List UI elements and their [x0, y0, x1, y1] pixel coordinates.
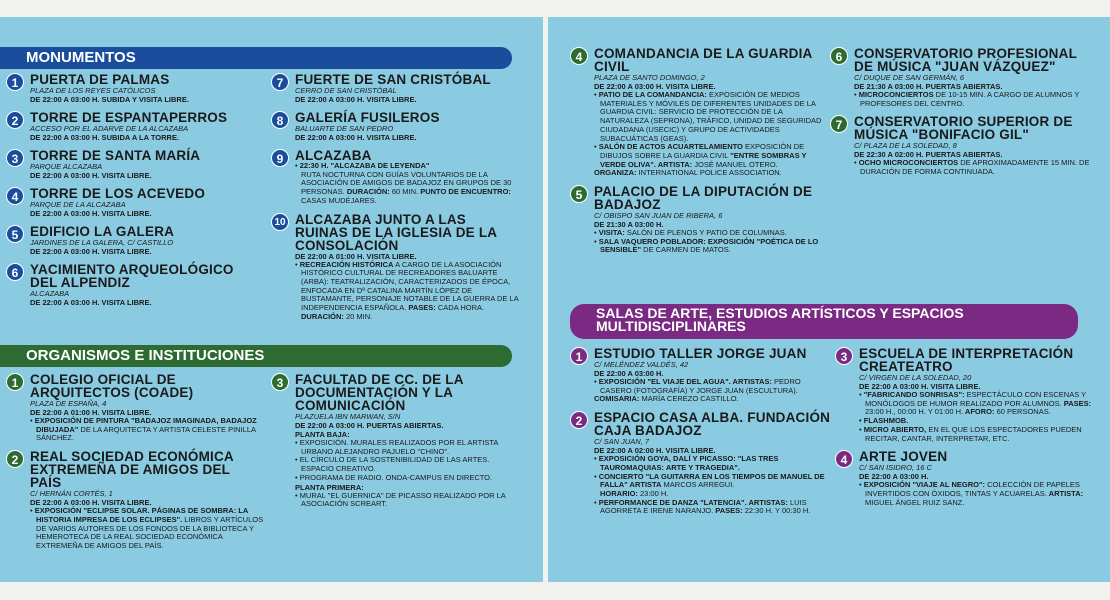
organismos-col-1 — [6, 373, 264, 558]
detail-text: MARCOS ARREGUI. — [661, 480, 735, 490]
number-badge: 7 — [271, 73, 289, 91]
detail-label: SALÓN DE ACTOS ACUARTELAMIENTO — [598, 142, 743, 152]
detail-text: PROGRAMA DE RADIO. ONDA-CAMPUS EN DIRECTO. — [299, 472, 493, 482]
item-hours: DE 22:00 A 01:00 H. VISITA LIBRE. — [30, 408, 152, 417]
item-title: GALERÍA FUSILEROS — [295, 110, 440, 125]
detail-text: 60 MIN. — [389, 187, 421, 197]
floor-label: PLANTA PRIMERA: — [295, 482, 364, 492]
detail-text: EXPOSICIÓN DE MEDIOS MATERIALES Y MÓVILES DE DIFERENTES UNIDADES DE LA GUARDIA CIVIL: SERVICIO DE PROTECCIÓN DE LA NATURALEZA (SEPRONA), TRÁFICO, UNIDAD DE SEGURIDAD CIUDADANA (USECIC) Y GRUPO DE ACTIVIDADES SUBACUÁTICAS (GEAS). — [600, 90, 822, 143]
list-item — [830, 115, 1090, 176]
detail-label: PASES: — [408, 303, 436, 313]
item-title: TORRE DE ESPANTAPERROS — [30, 110, 228, 125]
list-item — [570, 47, 828, 178]
item-hours: DE 22:00 A 03:00 H. PUERTAS ABIERTAS. — [295, 421, 444, 430]
number-badge: 4 — [6, 187, 24, 205]
item-detail: • EL CÍRCULO DE LA SOSTENIBILIDAD DE LAS ARTES. ESPACIO CREATIVO. — [295, 455, 490, 474]
item-title: EDIFICIO LA GALERA — [30, 224, 175, 239]
item-address: C/ SAN ISIDRO, 16 C — [859, 463, 932, 473]
detail-text: EXPOSICIÓN. MURALES REALIZADOS POR EL ARTISTA URBANO ALEJANDRO PAJUELO "CHINO". — [299, 438, 498, 456]
item-hours: DE 22:00 A 03:00 H. — [594, 369, 664, 378]
item-title: ESTUDIO TALLER JORGE JUAN — [594, 346, 807, 361]
detail-text: 23:00 H., 00:00 H. Y 01:00 H. — [865, 407, 964, 417]
item-hours: DE 21:30 A 03:00 H. — [594, 220, 664, 230]
detail-text: SALÓN DE PLENOS Y PATIO DE COLUMNAS. — [624, 228, 787, 238]
item-detail: • "FABRICANDO SONRISAS": ESPECTÁCULO CON ESCENAS Y MONÓLOGOS DE HUMOR REALIZADO POR ALUMNOS. PASES: 23:00 H., 00:00 H. Y 01:00 H. AFORO: 60 PERSONAS. — [859, 390, 1092, 417]
item-hours: DE 22:00 A 01:00 H. VISITA LIBRE. — [295, 251, 417, 261]
list-item — [6, 73, 264, 104]
list-item — [6, 187, 264, 218]
detail-label: ORGANIZA: — [594, 168, 637, 178]
item-detail: • EXPOSICIÓN "VIAJE AL NEGRO": COLECCIÓN DE PAPELES INVERTIDOS CON ÓXIDOS, TINTAS Y ACUARELAS. ARTISTA: MIGUEL ÁNGEL RUIZ SANZ. — [859, 480, 1084, 507]
right-page — [548, 17, 1110, 582]
item-title: CONSERVATORIO PROFESIONAL DE MÚSICA "JUAN VÁZQUEZ" — [854, 46, 1077, 74]
organismos-banner: ORGANISMOS E INSTITUCIONES — [0, 345, 512, 367]
item-address: C/ MELÉNDEZ VALDÉS, 42 — [594, 360, 689, 369]
detail-text: 20 MIN. — [343, 311, 373, 321]
item-address: C/ PLAZA DE LA SOLEDAD, 8 — [854, 141, 957, 151]
detail-label: OCHO MICROCONCIERTOS — [858, 158, 959, 168]
detail-label: EXPOSICIÓN "VIAJE AL NEGRO": — [863, 480, 986, 490]
item-address: PARQUE ALCAZABA — [30, 162, 103, 171]
item-detail — [594, 395, 832, 404]
item-detail: • 22:30 H. "ALCAZABA DE LEYENDA" RUTA NOCTURNA CON GUÍAS VOLUNTARIOS DE LA ASOCIACIÓN DE AMIGOS DE BADAJOZ EN GRUPOS DE 30 PERSONAS. DURACIÓN: 60 MIN. PUNTO DE ENCUENTRO: CASAS MUDÉJARES. — [295, 161, 512, 205]
detail-text: COLECCIÓN DE PAPELES INVERTIDOS CON ÓXIDOS, TINTAS Y ACUARELAS. — [865, 480, 1080, 498]
item-address: ALCAZABA — [30, 289, 70, 298]
item-detail: • VISITA: SALÓN DE PLENOS Y PATIO DE COLUMNAS. — [594, 228, 787, 238]
detail-text: 23:00 H. — [637, 488, 669, 498]
list-item — [271, 213, 519, 322]
number-badge: 4 — [835, 450, 853, 468]
item-hours: DE 22:00 A 03:00 H. VISITA LIBRE. — [594, 82, 716, 91]
number-badge: 5 — [570, 185, 588, 203]
list-item — [271, 111, 519, 142]
item-hours: DE 22:00 A 03:00 H. VISITA LIBRE. — [295, 133, 417, 142]
number-badge: 7 — [830, 115, 848, 133]
detail-label: EXPOSICIÓN GOYA, DALÍ Y PICASSO: "LAS TRES TAUROMAQUIAS: ARTE Y TRAGEDIA". — [598, 454, 779, 472]
item-hours: DE 22:00 A 03:00 H. — [859, 472, 929, 482]
detail-label: MICROCONCIERTOS — [858, 90, 934, 99]
salas-col-2 — [835, 347, 1097, 514]
item-detail: • EXPOSICIÓN. MURALES REALIZADOS POR EL ARTISTA URBANO ALEJANDRO PAJUELO "CHINO". — [295, 438, 498, 456]
item-hours: DE 22:00 A 03:00 H. VISITA LIBRE. — [30, 209, 152, 218]
detail-text: EN EL QUE LOS ESPECTADORES PUEDEN RECITAR, CANTAR, INTERPRETAR, ETC. — [865, 424, 1082, 443]
item-detail: • MICRO ABIERTO, EN EL QUE LOS ESPECTADORES PUEDEN RECITAR, CANTAR, INTERPRETAR, ETC. — [859, 424, 1082, 443]
number-badge: 6 — [6, 263, 24, 281]
detail-text: CADA HORA. — [435, 303, 485, 313]
item-detail — [594, 169, 828, 178]
detail-label: PATIO DE LA COMANDANCIA: — [598, 90, 707, 99]
detail-text: DE CARMEN DE MATOS. — [641, 245, 731, 255]
item-title: ALCAZABA JUNTO A LAS RUINAS DE LA IGLESIA DE LA CONSOLACIÓN — [295, 211, 497, 253]
item-title: COLEGIO OFICIAL DE ARQUITECTOS (COADE) — [30, 372, 194, 400]
detail-label: AFORO: — [963, 407, 995, 417]
list-item — [271, 373, 519, 509]
detail-text: DE LA ARQUITECTA Y ARTISTA CELESTE PINILLA SÁNCHEZ. — [36, 424, 256, 443]
salas-banner: SALAS DE ARTE, ESTUDIOS ARTÍSTICOS Y ESPACIOS MULTIDISCIPLINARES — [570, 304, 1078, 339]
item-detail: • EXPOSICIÓN GOYA, DALÍ Y PICASSO: "LAS TRES TAUROMAQUIAS: ARTE Y TRAGEDIA". — [594, 454, 779, 472]
detail-label: VISITA: — [598, 228, 625, 238]
detail-label: COMISARIA: — [594, 394, 640, 404]
item-address: BALUARTE DE SAN PEDRO — [295, 124, 394, 133]
detail-text: INTERNATIONAL POLICE ASSOCIATION. — [636, 168, 782, 178]
item-hours: DE 22:00 A 02:00 H. VISITA LIBRE. — [594, 446, 716, 456]
number-badge: 3 — [835, 347, 853, 365]
item-detail: • EXPOSICIÓN "EL VIAJE DEL AGUA". ARTISTAS: PEDRO CASERO (FOTOGRAFÍA) Y JORGE JUAN (ESCULTURA). — [594, 377, 801, 395]
detail-label: EXPOSICIÓN DE PINTURA "BADAJOZ IMAGINADA, BADAJOZ DIBUJADA" — [34, 416, 257, 434]
item-address: ACCESO POR EL ADARVE DE LA ALCAZABA — [30, 124, 189, 133]
item-hours: DE 22:00 A 03:00 H. VISITA LIBRE. — [30, 171, 152, 180]
detail-text: EL CÍRCULO DE LA SOSTENIBILIDAD DE LAS ARTES. ESPACIO CREATIVO. — [299, 455, 490, 474]
item-hours: DE 22:00 A 03:00 H. SUBIDA A LA TORRE. — [30, 133, 180, 142]
number-badge: 1 — [6, 373, 24, 391]
detail-text: LUIS AGORRETA E IRENE NARANJO. — [600, 497, 807, 516]
salas-col-1 — [570, 347, 832, 523]
item-detail: • MURAL "EL GUERNICA" DE PICASSO REALIZADO POR LA ASOCIACIÓN SCREART. — [295, 490, 506, 509]
list-item — [570, 347, 832, 404]
detail-text: LIBROS Y ARTÍCULOS DE VARIOS AUTORES DE LOS FONDOS DE LA BIBLIOTECA Y HEMEROTECA DE LA REAL SOCIEDAD ECONÓMICA EXTREMEÑA DE AMIGOS DEL PAÍS. — [36, 514, 264, 550]
detail-label: PUNTO DE ENCUENTRO: — [420, 187, 511, 197]
item-title: FUERTE DE SAN CRISTÓBAL — [295, 72, 491, 87]
list-item — [6, 450, 264, 551]
list-item — [6, 225, 264, 256]
list-item — [6, 263, 264, 307]
item-address: PARQUE DE LA ALCAZABA — [30, 200, 126, 209]
item-title: TORRE DE SANTA MARÍA — [30, 148, 201, 163]
item-detail: • SALÓN DE ACTOS ACUARTELAMIENTO EXPOSICIÓN DE DIBUJOS SOBRE LA GUARDIA CIVIL "ENTRE SOMBRAS Y VERDE OLIVA". ARTISTA: JOSÉ MANUEL OTERO. — [594, 142, 807, 169]
detail-text: DE 10-15 MIN. A CARGO DE ALUMNOS Y PROFESORES DEL CENTRO. — [860, 90, 1080, 108]
list-item — [570, 185, 828, 255]
detail-text: CASAS MUDÉJARES. — [301, 195, 377, 205]
list-item — [6, 149, 264, 180]
item-address: JARDINES DE LA GALERA, C/ CASTILLO — [30, 238, 174, 247]
floor-label: PLANTA BAJA: — [295, 430, 350, 439]
organismos-col-3 — [570, 47, 828, 262]
number-badge: 3 — [6, 149, 24, 167]
item-detail: • EXPOSICIÓN "ECLIPSE SOLAR. PÁGINAS DE SOMBRA: LA HISTORIA IMPRESA DE LOS ECLIPSES". LIBROS Y ARTÍCULOS DE VARIOS AUTORES DE LOS FONDOS DE LA BIBLIOTECA Y HEMEROTECA DE LA REAL SOCIEDAD ECONÓMICA EXTREMEÑA DE AMIGOS DEL PAÍS. — [30, 506, 264, 550]
detail-text: DE APROXIMADAMENTE 15 MIN. DE DURACIÓN DE FORMA CONTINUADA. — [860, 158, 1090, 177]
number-badge: 3 — [271, 373, 289, 391]
list-item — [830, 47, 1090, 108]
item-detail: • SALA VAQUERO POBLADOR: EXPOSICIÓN "POÉTICA DE LO SENSIBLE" DE CARMEN DE MATOS. — [594, 236, 819, 255]
item-hours: DE 22:00 A 03:00 H. VISITA LIBRE. — [30, 298, 152, 307]
detail-label: HORARIO: — [600, 488, 638, 498]
item-hours: DE 22:30 A 02:00 H. PUERTAS ABIERTAS. — [854, 150, 1003, 160]
item-address: PLAZUELA IBN MARWAN, S/N — [295, 412, 401, 421]
item-title: REAL SOCIEDAD ECONÓMICA EXTREMEÑA DE AMIGOS DEL PAÍS — [30, 449, 234, 491]
item-title: ARTE JOVEN — [859, 449, 948, 465]
detail-text: 22:30 H. Y 00:30 H. — [742, 506, 811, 516]
item-hours: DE 22:00 A 03:00 H. VISITA LIBRE. — [859, 382, 981, 391]
item-hours: DE 22:00 A 03:00 H. VISITA LIBRE. — [30, 498, 152, 508]
detail-text: PEDRO CASERO (FOTOGRAFÍA) Y JORGE JUAN (ESCULTURA). — [600, 377, 801, 395]
detail-label: EXPOSICIÓN "ECLIPSE SOLAR. PÁGINAS DE SOMBRA: LA HISTORIA IMPRESA DE LOS ECLIPSES". — [34, 506, 249, 524]
number-badge: 8 — [271, 111, 289, 129]
number-badge: 1 — [6, 73, 24, 91]
item-detail: • PATIO DE LA COMANDANCIA: EXPOSICIÓN DE MEDIOS MATERIALES Y MÓVILES DE DIFERENTES UNIDADES DE LA GUARDIA CIVIL: SERVICIO DE PROTECCIÓN DE LA NATURALEZA (SEPRONA), TRÁFICO, UNIDAD DE SEGURIDAD CIUDADANA (USECIC) Y GRUPO DE ACTIVIDADES SUBACUÁTICAS (GEAS). — [594, 90, 822, 143]
item-address: C/ OBISPO SAN JUAN DE RIBERA, 6 — [594, 211, 723, 221]
number-badge: 1 — [570, 347, 588, 365]
item-title: PUERTA DE PALMAS — [30, 72, 170, 87]
detail-label: FLASHMOB. — [863, 416, 909, 426]
detail-text: MIGUEL ÁNGEL RUIZ SANZ. — [865, 497, 965, 507]
detail-label: DURACIÓN: — [346, 187, 390, 197]
item-address: C/ DUQUE DE SAN GERMÁN, 6 — [854, 73, 965, 82]
detail-text: RUTA NOCTURNA CON GUÍAS VOLUNTARIOS DE LA ASOCIACIÓN DE AMIGOS DE BADAJOZ EN GRUPOS DE 30 PERSONAS. — [301, 169, 512, 197]
item-address: PLAZA DE SANTO DOMINGO, 2 — [594, 73, 705, 82]
detail-label: PASES: — [713, 506, 743, 516]
number-badge: 2 — [6, 450, 24, 468]
item-hours: DE 22:00 A 03:00 H. SUBIDA Y VISITA LIBRE. — [30, 95, 189, 104]
monumentos-col-1 — [6, 73, 264, 314]
item-hours: DE 22:00 A 03:00 H. VISITA LIBRE. — [295, 95, 417, 104]
detail-label: PASES: — [1061, 398, 1092, 408]
list-item — [570, 411, 832, 516]
detail-label: RECREACIÓN HISTÓRICA — [299, 259, 394, 269]
detail-label: "FABRICANDO SONRISAS": — [863, 390, 965, 399]
item-hours: DE 22:00 A 03:00 H. VISITA LIBRE. — [30, 247, 152, 256]
item-detail: • FLASHMOB. — [859, 416, 909, 426]
monumentos-banner: MONUMENTOS — [0, 47, 512, 69]
detail-text: A CARGO DE LA ASOCIACIÓN HISTÓRICO CULTURAL DE RECREADORES BALUARTE (ARBA): TEATRALIZACIÓN, CARACTERIZADOS DE ÉPOCA, ENFOCADA EN Dª CATALINA MARTÍN LÓPEZ DE BUSTAMANTE, PERSONAJE NOTABLE DE LA GUERRA DE LA INDEPENDENCIA ESPAÑOLA. — [301, 259, 519, 313]
item-address: PLAZA DE LOS REYES CATÓLICOS — [30, 86, 156, 95]
detail-label: "ENTRE SOMBRAS Y VERDE OLIVA". ARTISTA: — [600, 150, 807, 169]
monumentos-col-2 — [271, 73, 519, 328]
organismos-col-2 — [271, 373, 519, 516]
number-badge: 10 — [271, 213, 289, 231]
item-hours: DE 21:30 A 03:00 H. PUERTAS ABIERTAS. — [854, 82, 1003, 91]
item-title: CONSERVATORIO SUPERIOR DE MÚSICA "BONIFACIO GIL" — [854, 114, 1073, 143]
item-title: ALCAZABA — [295, 148, 372, 163]
item-detail: • MICROCONCIERTOS DE 10-15 MIN. A CARGO DE ALUMNOS Y PROFESORES DEL CENTRO. — [854, 90, 1080, 108]
item-address: C/ HERNÁN CORTÉS, 1 — [30, 489, 113, 499]
item-title: PALACIO DE LA DIPUTACIÓN DE BADAJOZ — [594, 184, 813, 213]
left-page — [0, 17, 543, 582]
detail-text: MURAL "EL GUERNICA" DE PICASSO REALIZADO POR LA ASOCIACIÓN SCREART. — [299, 490, 506, 509]
number-badge: 4 — [570, 47, 588, 65]
number-badge: 6 — [830, 47, 848, 65]
number-badge: 2 — [570, 411, 588, 429]
list-item — [835, 450, 1097, 507]
detail-label: MICRO ABIERTO, — [863, 424, 927, 434]
detail-text: ESPECTÁCULO CON ESCENAS Y MONÓLOGOS DE HUMOR REALIZADO POR ALUMNOS. — [865, 390, 1087, 408]
item-title: COMANDANCIA DE LA GUARDIA CIVIL — [594, 46, 812, 74]
item-title: ESCUELA DE INTERPRETACIÓN CREATEATRO — [859, 346, 1074, 374]
item-detail: • OCHO MICROCONCIERTOS DE APROXIMADAMENTE 15 MIN. DE DURACIÓN DE FORMA CONTINUADA. — [854, 158, 1090, 177]
detail-label: EXPOSICIÓN "EL VIAJE DEL AGUA". ARTISTAS: — [598, 377, 772, 386]
list-item — [835, 347, 1097, 443]
detail-text: MARÍA CEREZO CASTILLO. — [639, 394, 739, 404]
detail-text: 60 PERSONAS. — [994, 407, 1051, 417]
detail-label: ARTISTA: — [1046, 488, 1084, 498]
item-title: YACIMIENTO ARQUEOLÓGICO DEL ALPENDIZ — [30, 262, 234, 290]
item-address: PLAZA DE ESPAÑA, 4 — [30, 399, 107, 408]
item-detail: • EXPOSICIÓN DE PINTURA "BADAJOZ IMAGINADA, BADAJOZ DIBUJADA" DE LA ARQUITECTA Y ARTISTA CELESTE PINILLA SÁNCHEZ. — [30, 416, 257, 443]
item-address: C/ VIRGEN DE LA SOLEDAD, 20 — [859, 373, 972, 382]
number-badge: 5 — [6, 225, 24, 243]
item-title: TORRE DE LOS ACEVEDO — [30, 186, 206, 201]
number-badge: 2 — [6, 111, 24, 129]
item-address: CERRO DE SAN CRISTÓBAL — [295, 86, 397, 95]
detail-text: JOSÉ MANUEL OTERO. — [692, 159, 778, 169]
detail-label: CONCIERTO "LA GUITARRA EN LOS TIEMPOS DE MANUEL DE FALLA" ARTISTA — [598, 471, 825, 490]
detail-label: SALA VAQUERO POBLADOR: EXPOSICIÓN "POÉTICA DE LO SENSIBLE" — [598, 236, 819, 255]
item-detail: • CONCIERTO "LA GUITARRA EN LOS TIEMPOS DE MANUEL DE FALLA" ARTISTA MARCOS ARREGUI. HORARIO: 23:00 H. — [594, 471, 825, 498]
list-item — [6, 111, 264, 142]
detail-label: DURACIÓN: — [301, 311, 344, 321]
item-detail: • PROGRAMA DE RADIO. ONDA-CAMPUS EN DIRECTO. — [295, 472, 493, 482]
list-item — [271, 73, 519, 104]
number-badge: 9 — [271, 149, 289, 167]
item-title: FACULTAD DE CC. DE LA DOCUMENTACIÓN Y LA COMUNICACIÓN — [295, 372, 464, 413]
list-item — [271, 149, 519, 206]
item-title: ESPACIO CASA ALBA. FUNDACIÓN CAJA BADAJOZ — [594, 410, 831, 439]
item-address: C/ SAN JUAN, 7 — [594, 437, 650, 447]
list-item — [6, 373, 264, 443]
detail-label: 22:30 H. "ALCAZABA DE LEYENDA" — [299, 161, 430, 170]
item-detail: • RECREACIÓN HISTÓRICA A CARGO DE LA ASOCIACIÓN HISTÓRICO CULTURAL DE RECREADORES BALUARTE (ARBA): TEATRALIZACIÓN, CARACTERIZADOS DE ÉPOCA, ENFOCADA EN Dª CATALINA MARTÍN LÓPEZ DE BUSTAMANTE, PERSONAJE NOTABLE DE LA GUERRA DE LA INDEPENDENCIA ESPAÑOLA. PASES: CADA HORA. DURACIÓN: 20 MIN. — [295, 259, 519, 321]
detail-label: PERFORMANCE DE DANZA "LATENCIA". ARTISTAS: — [598, 497, 788, 507]
item-detail: • PERFORMANCE DE DANZA "LATENCIA". ARTISTAS: LUIS AGORRETA E IRENE NARANJO. PASES: 22:30 H. Y 00:30 H. — [594, 497, 811, 516]
detail-text: EXPOSICIÓN DE DIBUJOS SOBRE LA GUARDIA CIVIL — [600, 142, 805, 160]
organismos-col-4 — [830, 47, 1090, 184]
